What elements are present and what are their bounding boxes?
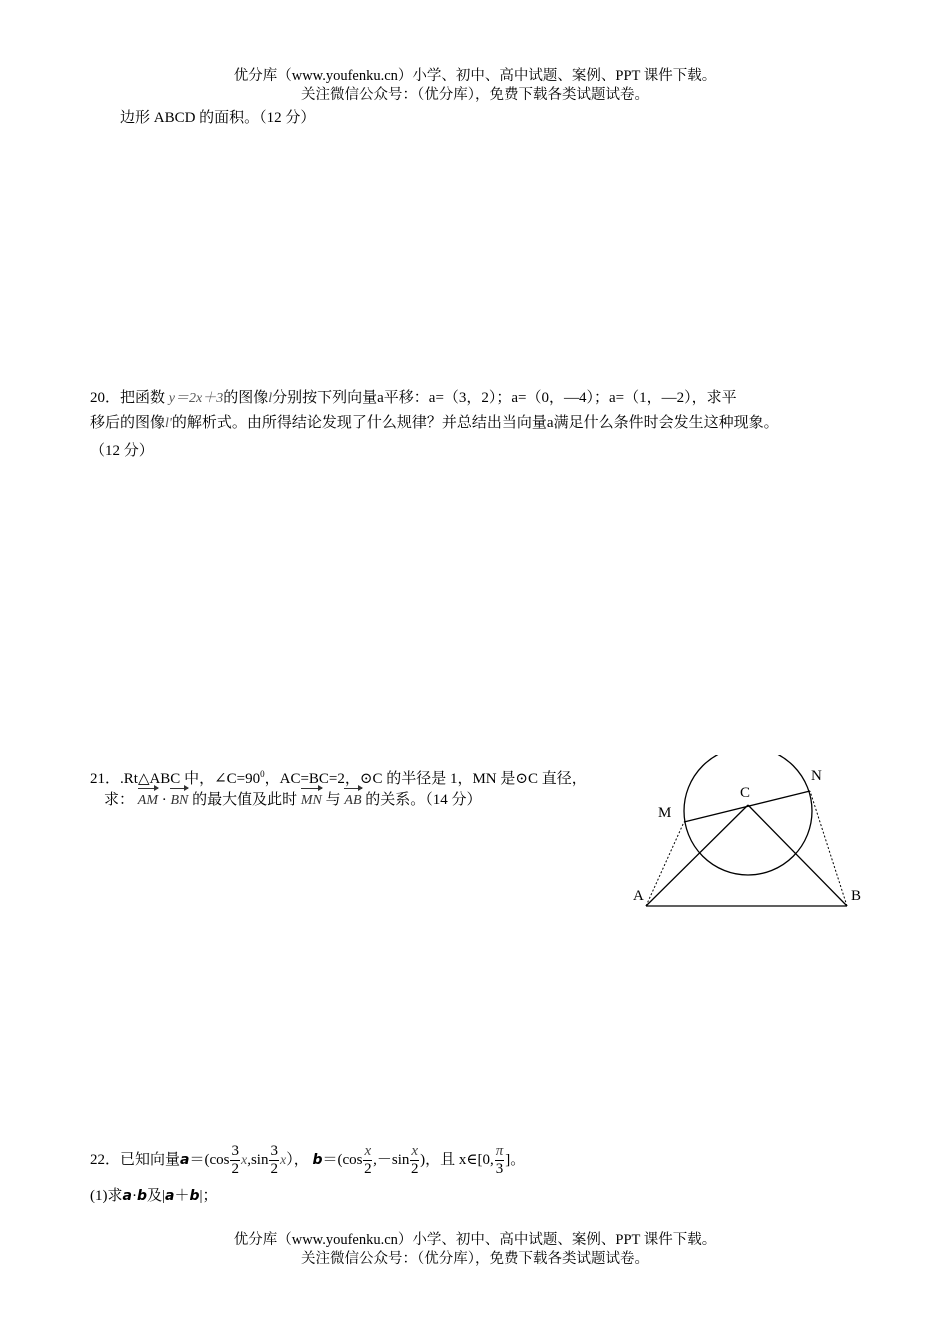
q20-text: 分别按下列向量a平移：a=（3，2）；a=（0，—4）；a=（1，—2），求平: [272, 390, 737, 406]
q20-graph-lprime: l': [165, 416, 172, 431]
q22-text: |；: [199, 1188, 218, 1204]
footer-line-1: 优分库（www.youfenku.cn）小学、初中、高中试题、案例、PPT 课件下载。: [233, 1232, 717, 1248]
q22-text: (1)求: [90, 1188, 123, 1204]
vector-am: AM: [138, 788, 158, 812]
q20-text: 移后的图像: [90, 415, 166, 431]
vector-b: b: [312, 1152, 323, 1168]
q22-text: ＝(cos: [322, 1152, 363, 1168]
label-b: B: [851, 888, 862, 904]
fraction-denominator: 2: [364, 1161, 372, 1178]
fraction-3-2: [230, 1143, 240, 1178]
q22-text: ,sin: [247, 1152, 269, 1168]
segment-bn: [810, 791, 847, 906]
fraction-denominator: 2: [231, 1161, 239, 1178]
q20-score: （12 分）: [90, 443, 154, 459]
fraction-numerator: 3: [231, 1143, 239, 1160]
fraction-x-2: [410, 1143, 419, 1178]
dot-operator: ·: [161, 792, 167, 808]
fraction-x-2: [363, 1143, 372, 1178]
q21-text: ，AC=BC=2，⊙C 的半径是 1，MN 是⊙C 直径，: [264, 771, 587, 787]
q21-geometry-figure: [620, 755, 880, 925]
vector-bn: BN: [170, 788, 188, 812]
segment-am: [646, 822, 684, 906]
vector-a: a: [180, 1152, 190, 1168]
q22-text: ），: [286, 1152, 309, 1168]
q22-text: )，且 x∈[0,: [420, 1152, 494, 1168]
q21-text: .Rt△ABC 中，∠C=90: [120, 771, 261, 787]
vector-mn: MN: [301, 788, 322, 812]
q22-number: 22．: [90, 1152, 121, 1168]
dot-operator: ·: [131, 1188, 137, 1204]
fraction-numerator: 3: [270, 1143, 278, 1160]
q22-text: 已知向量: [120, 1152, 181, 1168]
footer-line-2: 关注微信公众号：（优分库），免费下载各类试题试卷。: [301, 1251, 649, 1267]
fraction-numerator: x: [411, 1143, 419, 1160]
q20-function-expr: y＝2x＋3: [168, 391, 224, 406]
q21-line-1: [90, 763, 587, 790]
vector-a: a: [165, 1188, 175, 1204]
vector-ab: AB: [344, 788, 361, 812]
q21-line-2: [104, 788, 482, 812]
q21-text: 求：: [104, 792, 135, 808]
segment-bc: [748, 805, 847, 906]
q21-text: 的最大值及此时: [192, 792, 298, 808]
label-n: N: [811, 768, 822, 784]
plus-operator: ＋: [174, 1188, 190, 1204]
vector-b: b: [189, 1188, 200, 1204]
var-x: x: [279, 1153, 287, 1168]
header-line-1: 优分库（www.youfenku.cn）小学、初中、高中试题、案例、PPT 课件下载。: [233, 68, 717, 84]
q21-text: 与: [325, 792, 341, 808]
fraction-3-2: [269, 1143, 279, 1178]
q20-text: 的图像: [223, 390, 269, 406]
q22-line-1: [90, 1140, 525, 1181]
q21-number: 21．: [90, 771, 121, 787]
q20-text: 把函数: [120, 390, 166, 406]
fraction-denominator: 2: [270, 1161, 278, 1178]
label-a: A: [633, 888, 644, 904]
q22-text: ,－sin: [373, 1152, 410, 1168]
vector-a: a: [122, 1188, 132, 1204]
q21-degree-sup: 0: [260, 769, 265, 779]
circle-c: [684, 755, 812, 875]
fraction-numerator: x: [364, 1143, 372, 1160]
q20-number: 20．: [90, 390, 121, 406]
q19-tail: 边形 ABCD 的面积。（12 分）: [120, 110, 316, 126]
q20-line-2: [90, 412, 779, 435]
vector-b: b: [136, 1188, 147, 1204]
fraction-numerator: π: [495, 1143, 504, 1160]
q22-text: 及|: [146, 1188, 165, 1204]
fraction-denominator: 3: [495, 1161, 504, 1178]
fraction-denominator: 2: [411, 1161, 419, 1178]
var-x: x: [240, 1153, 248, 1168]
header-line-2: 关注微信公众号：（优分库），免费下载各类试题试卷。: [301, 87, 649, 103]
q22-part-1: [90, 1185, 218, 1207]
q22-text: ]。: [505, 1152, 526, 1168]
label-c: C: [740, 785, 751, 801]
q20-line-1: [90, 387, 737, 410]
q20-text: 的解析式。由所得结论发现了什么规律？并总结出当向量a满足什么条件时会发生这种现象。: [171, 415, 779, 431]
q22-text: ＝(cos: [189, 1152, 230, 1168]
label-m: M: [658, 805, 672, 821]
q20-graph-l: l: [268, 391, 273, 406]
q21-text: 的关系。（14 分）: [365, 792, 482, 808]
fraction-pi-3: [495, 1143, 505, 1178]
